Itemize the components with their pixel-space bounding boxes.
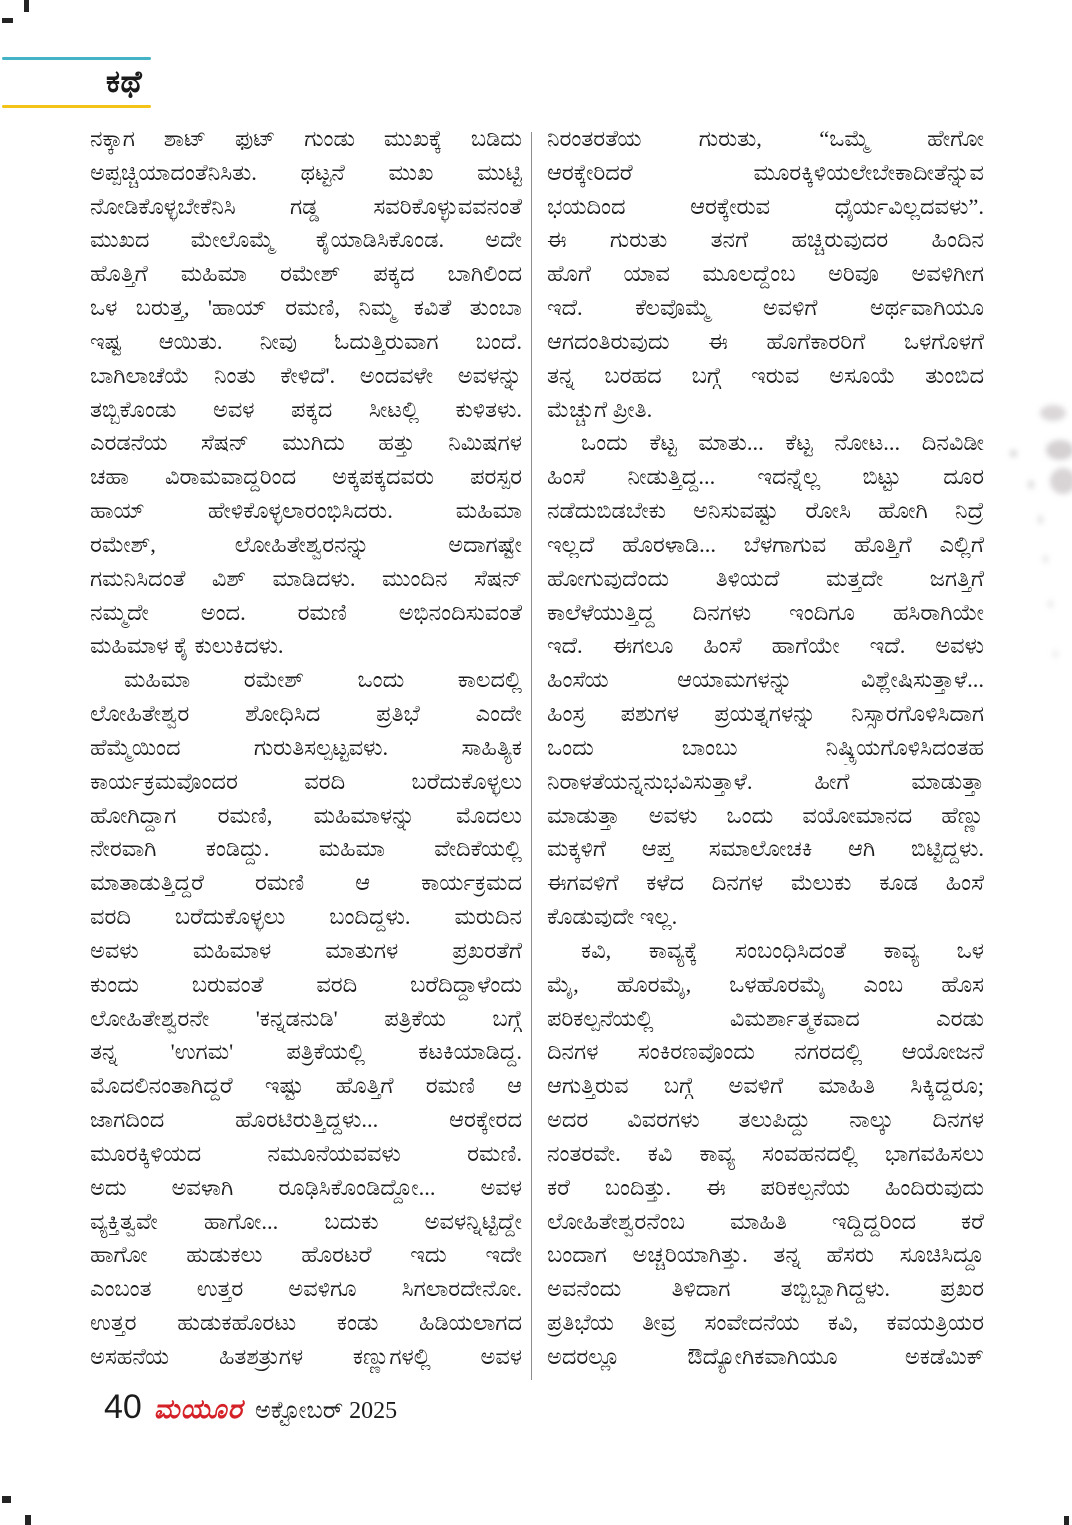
article-right-column (547, 122, 984, 1374)
text-line: ಕರೆ ಬಂದಿತ್ತು. ಈ ಪರಿಕಲ್ಪನೆಯ ಹಿಂದಿರುವುದು (547, 1174, 984, 1200)
page-footer (104, 1388, 397, 1428)
text-line: ಲೋಹಿತೇಶ್ವರನೇ 'ಕನ್ನಡನುಡಿ' ಪತ್ರಿಕೆಯ ಬಗ್ಗೆ (90, 1005, 522, 1031)
text-line: ಮೂರಕ್ಕಿಳಿಯದ ನಮೂನೆಯವವಳು ರಮಣಿ. (90, 1140, 522, 1166)
crop-mark (25, 1515, 31, 1525)
column-divider (531, 132, 532, 1380)
text-line: ಎರಡನೆಯ ಸೆಷನ್ ಮುಗಿದು ಹತ್ತು ನಿಮಿಷಗಳ (90, 430, 522, 456)
text-line: ಹಿಂಸೆ ನೀಡುತ್ತಿದ್ದ... ಇದನ್ನೆಲ್ಲ ಬಿಟ್ಟು ದೂರ (547, 464, 984, 490)
text-line: ನಡೆದುಬಿಡಬೇಕು ಅನಿಸುವಷ್ಟು ರೋಸಿ ಹೋಗಿ ನಿದ್ರೆ (547, 498, 984, 524)
scan-smudge (1050, 468, 1072, 494)
text-line: ಹೆಮ್ಮೆಯಿಂದ ಗುರುತಿಸಲ್ಪಟ್ಟವಳು. ಸಾಹಿತ್ಯಿಕ (90, 734, 522, 760)
text-line: ಈ ಗುರುತು ತನಗೆ ಹಚ್ಚಿರುವುದರ ಹಿಂದಿನ (547, 227, 984, 253)
text-line: ಜಾಗದಿಂದ ಹೊರಟಿರುತ್ತಿದ್ದಳು... ಆರಕ್ಕೇರದ (90, 1107, 522, 1133)
text-line: ನೇರವಾಗಿ ಕಂಡಿದ್ದು. ಮಹಿಮಾ ವೇದಿಕೆಯಲ್ಲಿ (90, 836, 522, 862)
text-line: ನಿರಾಳತೆಯನ್ನನುಭವಿಸುತ್ತಾಳೆ. ಹೀಗೆ ಮಾಡುತ್ತಾ (547, 768, 984, 794)
scan-smudge (1043, 555, 1048, 563)
text-line: ಆಗುತ್ತಿರುವ ಬಗ್ಗೆ ಅವಳಿಗೆ ಮಾಹಿತಿ ಸಿಕ್ಕಿದ್ದರೂ; (547, 1073, 984, 1099)
text-line: ತಬ್ಬಿಕೊಂಡು ಅವಳ ಪಕ್ಕದ ಸೀಟಲ್ಲಿ ಕುಳಿತಳು. (90, 396, 522, 422)
text-line: ಬಂದಾಗ ಅಚ್ಚರಿಯಾಗಿತ್ತು. ತನ್ನ ಹೆಸರು ಸೂಚಿಸಿದ್ದೂ (547, 1242, 984, 1268)
text-line: ಒಂದು ಬಾಂಬು ನಿಷ್ಕ್ರಿಯಗೊಳಿಸಿದಂತಹ (547, 734, 984, 760)
text-line: ಆಗದಂತಿರುವುದು ಈ ಹೊಗೆಕಾರರಿಗೆ ಒಳಗೊಳಗೆ (547, 328, 984, 354)
text-line: ಇದೆ. ಈಗಲೂ ಹಿಂಸೆ ಹಾಗೆಯೇ ಇದೆ. ಅವಳು (547, 633, 984, 659)
text-line: ಕುಂದು ಬರುವಂತೆ ವರದಿ ಬರೆದಿದ್ದಾಳೆಂದು (90, 971, 522, 997)
crop-mark (2, 1496, 11, 1503)
text-line: ಗಮನಿಸಿದಂತೆ ವಿಶ್ ಮಾಡಿದಳು. ಮುಂದಿನ ಸೆಷನ್ (90, 565, 522, 591)
scan-smudge (1028, 480, 1034, 489)
text-line: ಹೋಗುವುದೆಂದು ತಿಳಿಯದೆ ಮತ್ತದೇ ಜಗತ್ತಿಗೆ (547, 565, 984, 591)
section-label: ಕಥೆ (106, 64, 143, 99)
text-line: ಕಾಲೆಳೆಯುತ್ತಿದ್ದ ದಿನಗಳು ಇಂದಿಗೂ ಹಸಿರಾಗಿಯೇ (547, 599, 984, 625)
text-line: ರಮೇಶ್, ಲೋಹಿತೇಶ್ವರನನ್ನು ಅದಾಗಷ್ಟೇ (90, 531, 522, 557)
text-line: ಒಳ ಬರುತ್ತ, 'ಹಾಯ್ ರಮಣಿ, ನಿಮ್ಮ ಕವಿತೆ ತುಂಬಾ (90, 295, 522, 321)
text-line: ಮಹಿಮಾ ರಮೇಶ್ ಒಂದು ಕಾಲದಲ್ಲಿ (124, 667, 522, 693)
text-line: ಮಾತಾಡುತ್ತಿದ್ದರೆ ರಮಣಿ ಆ ಕಾರ್ಯಕ್ರಮದ (90, 870, 522, 896)
text-line: ಅದರ ವಿವರಗಳು ತಲುಪಿದ್ದು ನಾಲ್ಕು ದಿನಗಳ (547, 1107, 984, 1133)
text-line: ಒಂದು ಕೆಟ್ಟ ಮಾತು... ಕೆಟ್ಟ ನೋಟ... ದಿನವಿಡೀ (581, 430, 984, 456)
text-line: ಇಲ್ಲದೆ ಹೊರಳಾಡಿ... ಬೆಳಗಾಗುವ ಹೊತ್ತಿಗೆ ಎಲ್ಲಿಗೆ (547, 531, 984, 557)
text-line: ಅದರಲ್ಲೂ ಔದ್ಯೋಗಿಕವಾಗಿಯೂ ಅಕಡೆಮಿಕ್ (547, 1343, 984, 1369)
text-line: ಮಕ್ಕಳಿಗೆ ಆಪ್ತ ಸಮಾಲೋಚಕಿ ಆಗಿ ಬಿಟ್ಟಿದ್ದಳು. (547, 836, 984, 862)
text-line: ಮೊದಲಿನಂತಾಗಿದ್ದರೆ ಇಷ್ಟು ಹೊತ್ತಿಗೆ ರಮಣಿ ಆ (90, 1073, 522, 1099)
text-line: ಅವನೆಂದು ತಿಳಿದಾಗ ತಬ್ಬಿಬ್ಬಾಗಿದ್ದಳು. ಪ್ರಖರ (547, 1276, 984, 1302)
text-line: ನಕ್ಕಾಗ ಶಾಟ್ ಫುಟ್ ಗುಂಡು ಮುಖಕ್ಕೆ ಬಡಿದು (90, 126, 522, 151)
text-line: ಹಾಗೋ ಹುಡುಕಲು ಹೊರಟರೆ ಇದು ಇದೇ (90, 1242, 522, 1268)
text-line: ತನ್ನ 'ಉಗಮ' ಪತ್ರಿಕೆಯಲ್ಲಿ ಕಟಕಿಯಾಡಿದ್ದ. (90, 1039, 522, 1065)
crop-mark (1064, 1516, 1069, 1525)
text-line: ಮುಖದ ಮೇಲೊಮ್ಮೆ ಕೈಯಾಡಿಸಿಕೊಂಡ. ಅದೇ (90, 227, 522, 253)
text-line: ಈಗವಳಿಗೆ ಕಳೆದ ದಿನಗಳ ಮೆಲುಕು ಕೂಡ ಹಿಂಸೆ (547, 870, 984, 896)
text-line: ಪರಿಕಲ್ಪನೆಯಲ್ಲಿ ವಿಮರ್ಶಾತ್ಮಕವಾದ ಎರಡು (547, 1005, 984, 1031)
text-line: ಇಷ್ಟ ಆಯಿತು. ನೀವು ಓದುತ್ತಿರುವಾಗ ಬಂದೆ. (90, 328, 522, 354)
text-line: ಅವಳು ಮಹಿಮಾಳ ಮಾತುಗಳ ಪ್ರಖರತೆಗೆ (90, 937, 522, 963)
text-line: ಹೊತ್ತಿಗೆ ಮಹಿಮಾ ರಮೇಶ್ ಪಕ್ಕದ ಬಾಗಿಲಿಂದ (90, 261, 522, 287)
scan-smudge (1053, 650, 1058, 658)
text-line: ಮೈ, ಹೊರಮೈ, ಒಳಹೊರಮೈ ಎಂಬ ಹೊಸ (547, 971, 984, 997)
text-line: ವ್ಯಕ್ತಿತ್ವವೇ ಹಾಗೋ... ಬದುಕು ಅವಳನ್ನಿಟ್ಟಿದ್ದೇ (90, 1208, 522, 1234)
article-left-column (90, 122, 522, 1374)
text-line: ಇದೆ. ಕೆಲವೊಮ್ಮೆ ಅವಳಿಗೆ ಅರ್ಥವಾಗಿಯೂ (547, 295, 984, 321)
text-line: ಹಾಯ್ ಹೇಳಿಕೊಳ್ಳಲಾರಂಭಿಸಿದರು. ಮಹಿಮಾ (90, 498, 522, 524)
scan-smudge (1010, 450, 1017, 457)
text-line: ಎಂಬಂತ ಉತ್ತರ ಅವಳಿಗೂ ಸಿಗಲಾರದೇನೋ. (90, 1276, 522, 1302)
page-number: 40 (104, 1388, 142, 1426)
text-line: ಚಹಾ ವಿರಾಮವಾದ್ದರಿಂದ ಅಕ್ಕಪಕ್ಕದವರು ಪರಸ್ಪರ (90, 464, 522, 490)
text-line: ಕಾರ್ಯಕ್ರಮವೊಂದರ ವರದಿ ಬರೆದುಕೊಳ್ಳಲು (90, 768, 522, 794)
text-line: ಅಪ್ಪಚ್ಚಿಯಾದಂತೆನಿಸಿತು. ಥಟ್ಟನೆ ಮುಖ ಮುಟ್ಟಿ (90, 159, 522, 185)
text-line: ಲೋಹಿತೇಶ್ವರನೆಂಬ ಮಾಹಿತಿ ಇದ್ದಿದ್ದರಿಂದ ಕರೆ (547, 1208, 984, 1234)
crop-mark (24, 0, 29, 12)
text-line: ತನ್ನ ಬರಹದ ಬಗ್ಗೆ ಇರುವ ಅಸೂಯೆ ತುಂಬಿದ (547, 362, 984, 388)
text-line: ಮಹಿಮಾಳ ಕೈ ಕುಲುಕಿದಳು. (90, 633, 284, 659)
text-line: ನೋಡಿಕೊಳ್ಳಬೇಕೆನಿಸಿ ಗಡ್ಡ ಸವರಿಕೊಳ್ಳುವವನಂತೆ (90, 193, 522, 219)
scan-smudge (1038, 515, 1043, 524)
issue-date: ಅಕ್ಟೋಬರ್ 2025 (254, 1398, 398, 1424)
text-line: ಹಿಂಸ್ರ ಪಶುಗಳ ಪ್ರಯತ್ನಗಳನ್ನು ನಿಸ್ಸಾರಗೊಳಿಸಿದಾಗ (547, 701, 984, 727)
text-line: ಉತ್ತರ ಹುಡುಕಹೊರಟು ಕಂಡು ಹಿಡಿಯಲಾಗದ (90, 1309, 522, 1335)
text-line: ಹೋಗಿದ್ದಾಗ ರಮಣಿ, ಮಹಿಮಾಳನ್ನು ಮೊದಲು (90, 802, 522, 828)
text-line: ನಿರಂತರತೆಯ ಗುರುತು, “ಒಮ್ಮೆ ಹೇಗೋ (547, 126, 984, 151)
scan-smudge (1046, 440, 1072, 460)
text-line: ಮೆಚ್ಚುಗೆ ಪ್ರೀತಿ. (547, 396, 653, 422)
text-line: ಕೊಡುವುದೇ ಇಲ್ಲ. (547, 904, 678, 930)
text-line: ಕವಿ, ಕಾವ್ಯಕ್ಕೆ ಸಂಬಂಧಿಸಿದಂತೆ ಕಾವ್ಯ ಒಳ (581, 937, 984, 963)
text-line: ಹಿಂಸೆಯ ಆಯಾಮಗಳನ್ನು ವಿಶ್ಲೇಷಿಸುತ್ತಾಳೆ... (547, 667, 984, 693)
text-line: ಹೊಗೆ ಯಾವ ಮೂಲದ್ದೆಂಬ ಅರಿವೂ ಅವಳಿಗೀಗ (547, 261, 984, 287)
text-line: ಆರಕ್ಕೇರಿದರೆ ಮೂರಕ್ಕಿಳಿಯಲೇಬೇಕಾದೀತೆನ್ನುವ (547, 159, 984, 185)
text-line: ಬಾಗಿಲಾಚೆಯೆ ನಿಂತು ಕೇಳಿದೆ'. ಅಂದವಳೇ ಅವಳನ್ನು (90, 362, 522, 388)
text-line: ಮಾಡುತ್ತಾ ಅವಳು ಒಂದು ವಯೋಮಾನದ ಹೆಣ್ಣು (547, 802, 984, 828)
text-line: ಭಯದಿಂದ ಆರಕ್ಕೇರುವ ಧೈರ್ಯವಿಲ್ಲದವಳು”. (547, 193, 984, 219)
text-line: ನಂತರವೇ. ಕವಿ ಕಾವ್ಯ ಸಂವಹನದಲ್ಲಿ ಭಾಗವಹಿಸಲು (547, 1140, 984, 1166)
header-yellow-rule (2, 105, 151, 108)
scan-smudge (1048, 600, 1053, 608)
text-line: ಅದು ಅವಳಾಗಿ ರೂಢಿಸಿಕೊಂಡಿದ್ದೋ... ಅವಳ (90, 1174, 522, 1200)
text-line: ಪ್ರತಿಭೆಯ ತೀವ್ರ ಸಂವೇದನೆಯ ಕವಿ, ಕವಯತ್ರಿಯರ (547, 1309, 984, 1335)
crop-mark (2, 18, 13, 23)
magazine-logo: ಮಯೂರ (153, 1394, 243, 1424)
scan-smudge (1040, 405, 1066, 421)
text-line: ನಮ್ಮದೇ ಅಂದ. ರಮಣಿ ಅಭಿನಂದಿಸುವಂತೆ (90, 599, 522, 625)
text-line: ದಿನಗಳ ಸಂಕಿರಣವೊಂದು ನಗರದಲ್ಲಿ ಆಯೋಜನೆ (547, 1039, 984, 1065)
text-line: ಅಸಹನೆಯ ಹಿತಶತ್ರುಗಳ ಕಣ್ಣುಗಳಲ್ಲಿ ಅವಳ (90, 1343, 522, 1369)
text-line: ಲೋಹಿತೇಶ್ವರ ಶೋಧಿಸಿದ ಪ್ರತಿಭೆ ಎಂದೇ (90, 701, 522, 727)
text-line: ವರದಿ ಬರೆದುಕೊಳ್ಳಲು ಬಂದಿದ್ದಳು. ಮರುದಿನ (90, 904, 522, 930)
